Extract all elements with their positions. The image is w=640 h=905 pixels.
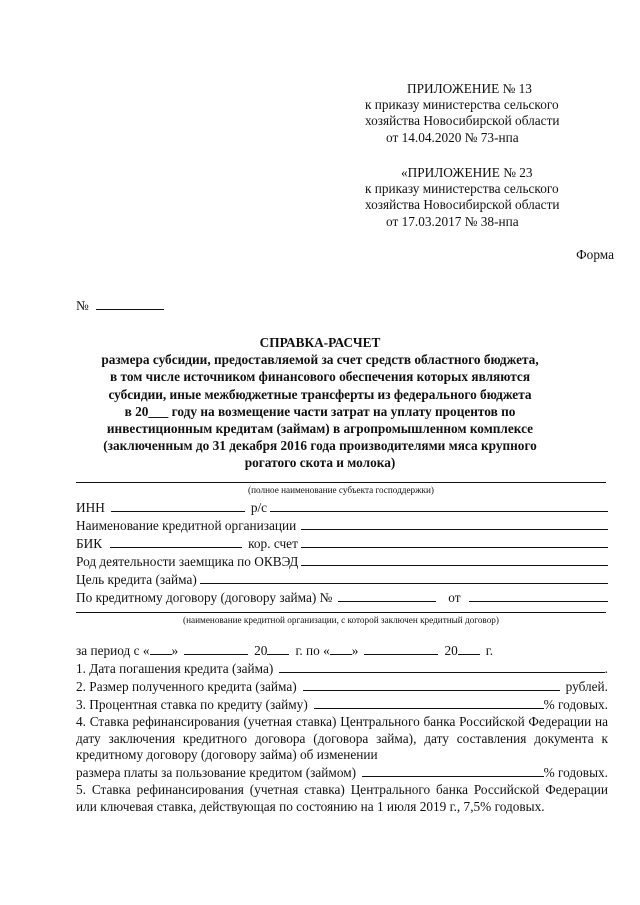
period-start-year[interactable] bbox=[267, 642, 289, 655]
period-year-prefix: 20 bbox=[444, 643, 458, 658]
appendix-23-heading: «ПРИЛОЖЕНИЕ № 23 bbox=[401, 165, 533, 180]
appendix-23-line2: хозяйства Новосибирской области bbox=[365, 197, 560, 213]
item-4-text: 4. Ставка рефинансирования (учетная ставка) Центрального банка Российской Федерации на дату заключения кредитного договора (договора займа), дату составления документа к кредитному договору (договору займа) об изменении bbox=[76, 714, 608, 762]
item-2-end: рублей. bbox=[565, 679, 608, 694]
okved-field[interactable] bbox=[301, 553, 608, 566]
item-3-label: 3. Процентная ставка по кредиту (займу) bbox=[76, 697, 308, 712]
purpose-label: Цель кредита (займа) bbox=[76, 572, 197, 587]
document-title bbox=[80, 334, 560, 472]
period-end-year[interactable] bbox=[458, 642, 480, 655]
appendix-13-line1: к приказу министерства сельского bbox=[365, 97, 559, 113]
corr-account-field[interactable] bbox=[301, 535, 608, 548]
corr-account-label: кор. счет bbox=[248, 536, 298, 551]
item-1-label: 1. Дата погашения кредита (займа) bbox=[76, 661, 274, 676]
document-number-blank[interactable] bbox=[96, 297, 164, 310]
item-4-last-label: размера платы за пользование кредитом (займом) bbox=[76, 765, 357, 780]
bank-name-row bbox=[76, 517, 608, 533]
inn-field[interactable] bbox=[111, 499, 245, 512]
period-quote: » bbox=[351, 643, 359, 658]
bik-row bbox=[76, 535, 608, 551]
purpose-row bbox=[76, 571, 608, 587]
appendix-13-block bbox=[365, 81, 560, 146]
contract-from-label: от bbox=[448, 590, 461, 605]
loan-amount-field[interactable] bbox=[303, 678, 560, 691]
contract-number-field[interactable] bbox=[338, 589, 436, 602]
title-heading: СПРАВКА-РАСЧЕТ bbox=[259, 335, 381, 350]
bik-field[interactable] bbox=[110, 535, 242, 548]
item-1-row bbox=[76, 660, 608, 676]
subject-name-caption: (полное наименование субъекта господдержки) bbox=[248, 485, 434, 495]
bank-contract-line[interactable] bbox=[76, 612, 606, 613]
okved-label: Род деятельности заемщика по ОКВЭД bbox=[76, 554, 299, 569]
account-field[interactable] bbox=[270, 499, 608, 512]
period-start-day[interactable] bbox=[150, 642, 172, 655]
okved-row bbox=[76, 553, 608, 569]
form-label: Форма bbox=[576, 247, 614, 262]
repayment-date-field[interactable] bbox=[279, 660, 604, 673]
item-4-end: % годовых. bbox=[543, 765, 608, 780]
document-number bbox=[76, 297, 164, 314]
title-line: рогатого скота и молока) bbox=[244, 455, 396, 471]
interest-rate-field[interactable] bbox=[314, 696, 544, 709]
bank-name-label: Наименование кредитной организации bbox=[76, 518, 297, 533]
title-line: инвестиционным кредитам (займам) в агропромышленном комплексе bbox=[106, 421, 534, 437]
contract-date-field[interactable] bbox=[469, 589, 608, 602]
inn-row bbox=[76, 499, 608, 515]
item-1-end: . bbox=[604, 661, 608, 676]
number-sign: № bbox=[76, 298, 89, 313]
appendix-23-line1: к приказу министерства сельского bbox=[365, 181, 559, 197]
period-end-day[interactable] bbox=[330, 642, 352, 655]
item-2-label: 2. Размер полученного кредита (займа) bbox=[76, 679, 297, 694]
item-3-row bbox=[76, 696, 608, 712]
purpose-field[interactable] bbox=[200, 571, 608, 584]
bank-name-field[interactable] bbox=[301, 517, 608, 530]
contract-row bbox=[76, 589, 608, 605]
title-line: в том числе источником финансового обеспечения которых являются bbox=[109, 369, 531, 385]
subject-name-line[interactable] bbox=[76, 482, 606, 483]
appendix-13-line3: от 14.04.2020 № 73-нпа bbox=[386, 129, 519, 145]
appendix-13-line2: хозяйства Новосибирской области bbox=[365, 113, 560, 129]
period-row bbox=[76, 642, 608, 658]
period-year-prefix: 20 bbox=[254, 643, 268, 658]
period-start-month[interactable] bbox=[184, 642, 248, 655]
item-4-last-row bbox=[76, 764, 608, 780]
item-5-text: 5. Ставка рефинансирования (учетная ставка) Центрального банка Российской Федерации или ключевая ставка, действующая по состоянию на 1 июля 2019 г., 7,5% годовых. bbox=[76, 782, 608, 814]
refinancing-rate-field[interactable] bbox=[362, 764, 544, 777]
title-line: (заключенным до 31 декабря 2016 года производителями мяса крупного bbox=[103, 438, 537, 454]
period-prefix: за период с « bbox=[76, 643, 150, 658]
contract-label: По кредитному договору (договору займа) № bbox=[76, 590, 333, 605]
appendix-13-heading: ПРИЛОЖЕНИЕ № 13 bbox=[407, 81, 532, 96]
title-line: в 20___ году на возмещение части затрат на уплату процентов по bbox=[124, 403, 516, 419]
appendix-23-line3: от 17.03.2017 № 38-нпа bbox=[386, 213, 519, 229]
account-label: р/с bbox=[250, 500, 268, 515]
period-suffix: г. bbox=[485, 643, 494, 658]
title-line: субсидии, иные межбюджетные трансферты из федерального бюджета bbox=[108, 386, 532, 402]
item-2-row bbox=[76, 678, 608, 694]
bank-contract-caption: (наименование кредитной организации, с которой заключен кредитный договор) bbox=[183, 615, 499, 625]
period-end-month[interactable] bbox=[364, 642, 438, 655]
inn-label: ИНН bbox=[76, 500, 105, 515]
item-3-end: % годовых. bbox=[543, 697, 608, 712]
bik-label: БИК bbox=[76, 536, 103, 551]
period-quote: » bbox=[171, 643, 179, 658]
title-line: размера субсидии, предоставляемой за счет средств областного бюджета, bbox=[101, 352, 539, 368]
period-mid: г. по « bbox=[295, 643, 330, 658]
appendix-23-block bbox=[365, 165, 560, 230]
